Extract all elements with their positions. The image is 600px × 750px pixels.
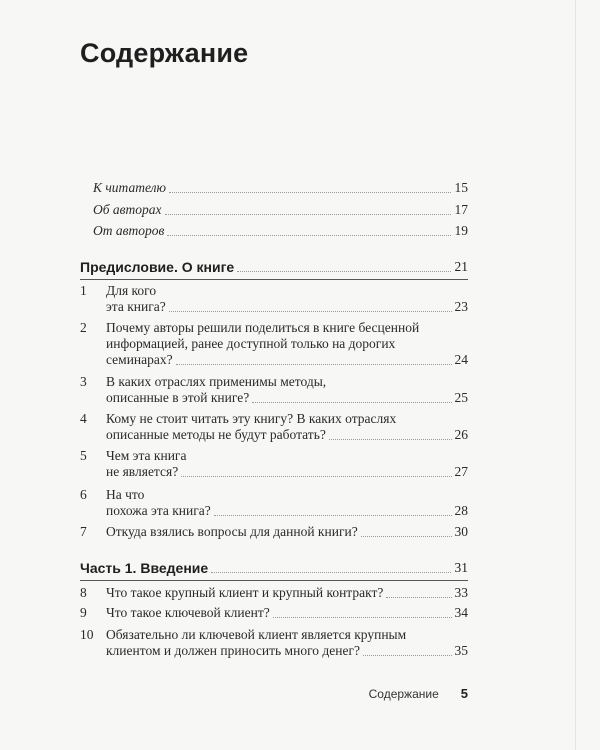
item-number: 9: [80, 605, 87, 620]
leader-dots: [237, 261, 451, 272]
item-text-line: похожа эта книга?: [106, 503, 211, 518]
item-page: 26: [454, 427, 468, 442]
section-rule: [80, 279, 468, 280]
section-heading-preface[interactable]: [80, 259, 468, 275]
leader-dots: [169, 301, 452, 312]
section-heading-label: Часть 1. Введение: [80, 560, 209, 576]
item-text-line: Откуда взялись вопросы для данной книги?: [106, 524, 358, 539]
item-text-line: клиентом и должен приносить много денег?: [106, 643, 360, 658]
toc-entry[interactable]: [93, 223, 468, 239]
item-text-line: Для кого: [106, 283, 157, 298]
item-number: 7: [80, 524, 87, 539]
item-text-line: Что такое ключевой клиент?: [106, 605, 270, 620]
leader-dots: [181, 466, 451, 477]
toc-entry-label: Об авторах: [93, 202, 162, 217]
item-page: 33: [454, 585, 468, 600]
leader-dots: [176, 354, 452, 365]
item-number: 5: [80, 448, 87, 463]
leader-dots: [169, 182, 451, 193]
item-text-line: Обязательно ли ключевой клиент является крупным: [106, 627, 407, 642]
leader-dots: [361, 526, 452, 537]
toc-entry-page: 15: [454, 180, 468, 195]
item-text-line: Почему авторы решили поделиться в книге бесценной: [106, 320, 420, 335]
section-heading-page: 31: [454, 560, 468, 575]
item-text-line: На что: [106, 487, 145, 502]
item-number: 2: [80, 320, 87, 335]
leader-dots: [252, 392, 451, 403]
item-page: 34: [454, 605, 468, 620]
item-page: 27: [454, 464, 468, 479]
item-page: 24: [454, 352, 468, 367]
item-number: 4: [80, 411, 87, 426]
item-text-line: В каких отраслях применимы методы,: [106, 374, 327, 389]
page-edge: [575, 0, 576, 750]
section-heading-page: 21: [454, 259, 468, 274]
running-footer-label: Содержание: [368, 687, 439, 701]
item-page: 30: [454, 524, 468, 539]
item-text-line: семинарах?: [106, 352, 173, 367]
section-heading-label: Предисловие. О книге: [80, 259, 235, 275]
toc-entry-page: 17: [454, 202, 468, 217]
leader-dots: [165, 204, 451, 215]
item-number: 6: [80, 487, 87, 502]
section-rule: [80, 580, 468, 581]
item-text-line: не является?: [106, 464, 179, 479]
page-number: 5: [460, 686, 468, 701]
item-number: 10: [80, 627, 94, 642]
section-heading-part1[interactable]: [80, 560, 468, 576]
leader-dots: [211, 562, 451, 573]
item-text-line: описанные методы не будут работать?: [106, 427, 326, 442]
leader-dots: [363, 645, 452, 656]
toc-entry[interactable]: [93, 180, 468, 196]
item-number: 1: [80, 283, 87, 298]
item-text-line: информацией, ранее доступной только на дорогих: [106, 336, 396, 351]
item-text-line: Чем эта книга: [106, 448, 187, 463]
toc-entry-label: От авторов: [93, 223, 165, 238]
item-page: 23: [454, 299, 468, 314]
item-text-line: Что такое крупный клиент и крупный контракт?: [106, 585, 384, 600]
leader-dots: [273, 607, 452, 618]
page-footer: [300, 686, 468, 701]
leader-dots: [329, 429, 452, 440]
item-text-line: эта книга?: [106, 299, 166, 314]
item-number: 3: [80, 374, 87, 389]
item-text-line: описанные в этой книге?: [106, 390, 250, 405]
item-page: 25: [454, 390, 468, 405]
toc-entry[interactable]: [93, 202, 468, 218]
item-page: 35: [454, 643, 468, 658]
item-text-line: Кому не стоит читать эту книгу? В каких отраслях: [106, 411, 397, 426]
item-page: 28: [454, 503, 468, 518]
page-title: Содержание: [80, 38, 249, 68]
item-number: 8: [80, 585, 87, 600]
leader-dots: [167, 225, 451, 236]
leader-dots: [386, 587, 451, 598]
toc-entry-label: К читателю: [93, 180, 167, 195]
toc-entry-page: 19: [454, 223, 468, 238]
leader-dots: [214, 505, 452, 516]
